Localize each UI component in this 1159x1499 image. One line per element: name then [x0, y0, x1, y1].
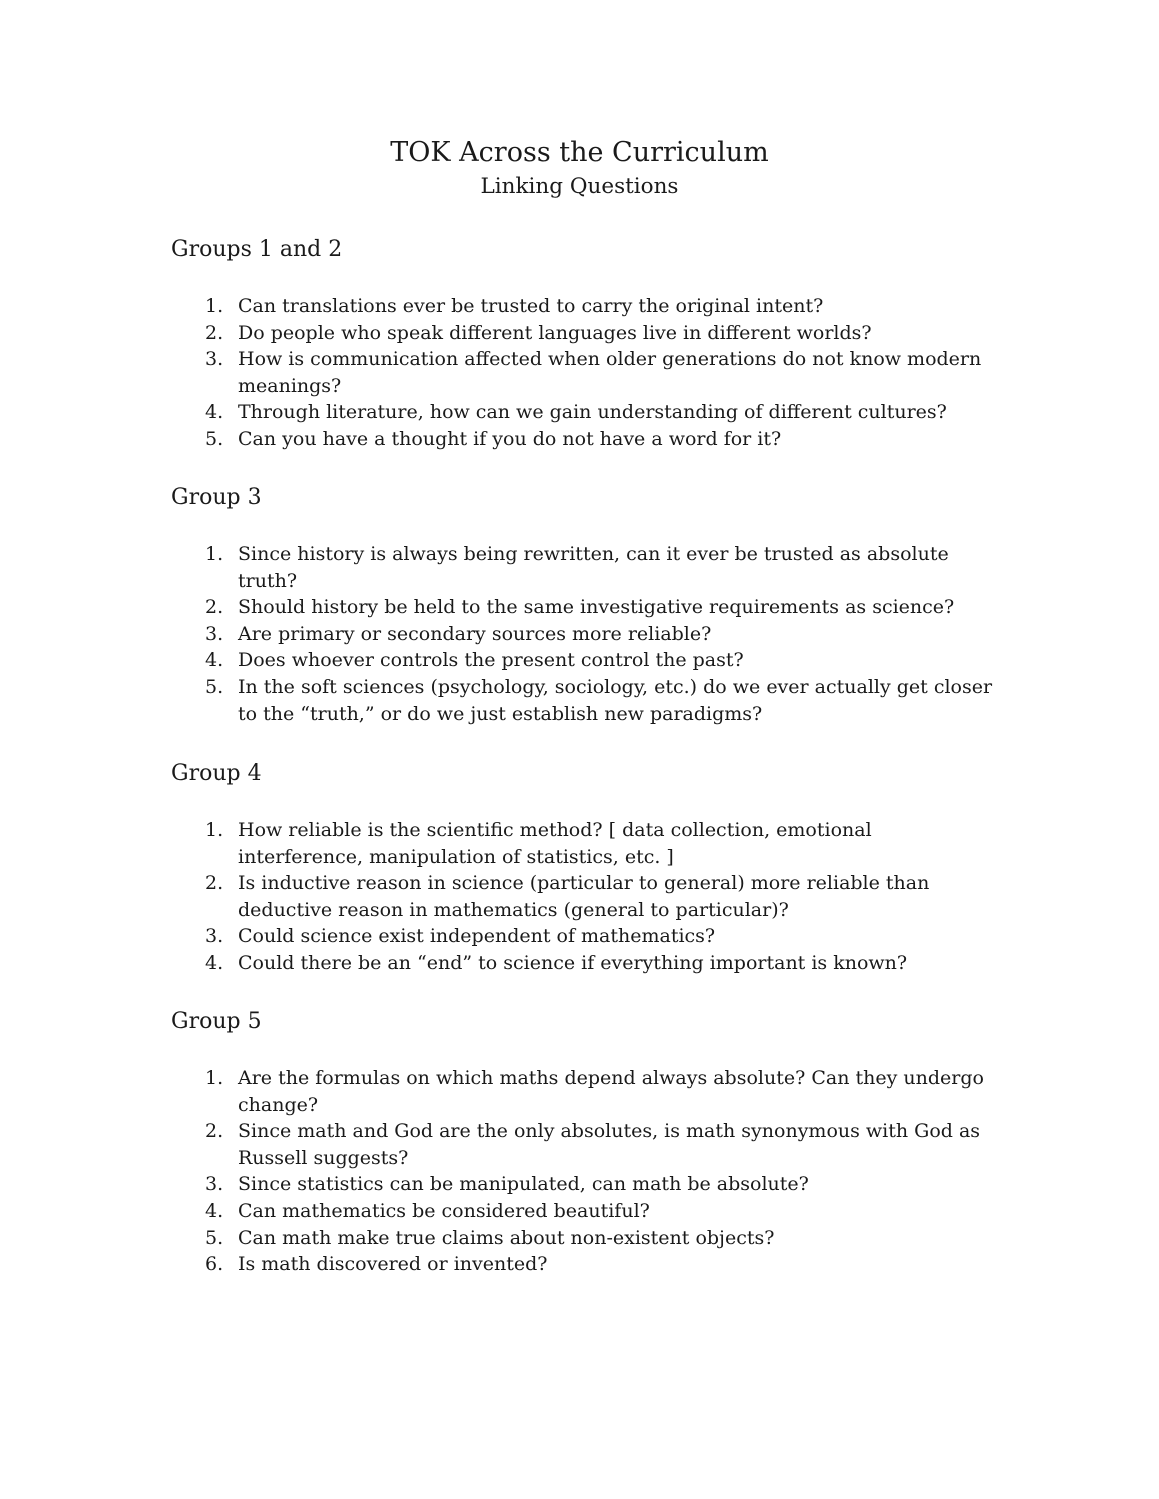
list-item: [171, 923, 998, 950]
list-item: [171, 1251, 998, 1278]
document-subtitle: Linking Questions: [480, 174, 679, 199]
section-heading: Group 4: [171, 761, 262, 786]
list-item: [171, 1118, 998, 1171]
list-number: 1.: [205, 543, 224, 565]
list-item: [171, 870, 998, 923]
question-text: Is math discovered or invented?: [238, 1253, 548, 1276]
list-item: [171, 1198, 998, 1225]
question-text: Can math make true claims about non-existent objects?: [238, 1226, 775, 1249]
list-number: 5.: [205, 675, 224, 698]
question-text: How is communication affected when older generations do not know modern meanings?: [238, 348, 982, 397]
list-number: 6.: [205, 1253, 224, 1276]
question-list: [171, 1065, 1001, 1278]
section-groups-1-and-2: [171, 235, 1001, 450]
question-text: Does whoever controls the present control the past?: [238, 649, 744, 672]
list-number: 3.: [205, 622, 224, 645]
section-heading: Group 5: [171, 1009, 262, 1034]
question-text: Do people who speak different languages live in different worlds?: [238, 321, 872, 344]
list-number: 3.: [205, 348, 224, 371]
section-group-5: [171, 1007, 1001, 1276]
question-list: [171, 293, 1001, 453]
list-item: [171, 293, 998, 320]
list-item: [171, 817, 998, 870]
question-text: Could there be an “end” to science if everything important is known?: [238, 951, 908, 974]
section-group-3: [171, 483, 1001, 725]
list-item: [171, 1171, 998, 1198]
list-number: 4.: [205, 951, 224, 974]
question-list: [171, 817, 1001, 977]
section-heading: Groups 1 and 2: [171, 237, 343, 262]
list-number: 1.: [205, 1067, 224, 1089]
section-group-4: [171, 759, 1001, 974]
list-number: 3.: [205, 1173, 224, 1196]
question-text: Are primary or secondary sources more reliable?: [238, 622, 712, 645]
list-number: 2.: [205, 321, 224, 344]
question-text: Should history be held to the same investigative requirements as science?: [238, 596, 955, 619]
list-item: [171, 674, 998, 727]
question-text: Could science exist independent of mathematics?: [238, 925, 716, 948]
list-number: 2.: [205, 872, 224, 895]
list-item: [171, 647, 998, 674]
list-item: [171, 1065, 998, 1118]
question-text: Can you have a thought if you do not have a word for it?: [238, 427, 782, 450]
list-number: 4.: [205, 649, 224, 672]
list-number: 2.: [205, 596, 224, 619]
list-item: [171, 346, 998, 399]
section-heading: Group 3: [171, 485, 262, 510]
list-item: [171, 399, 998, 426]
question-text: Through literature, how can we gain understanding of different cultures?: [238, 401, 947, 424]
question-list: [171, 541, 1001, 727]
list-number: 1.: [205, 819, 224, 841]
list-item: [171, 1225, 998, 1252]
list-number: 5.: [205, 1226, 224, 1249]
list-item: [171, 320, 998, 347]
question-text: Can translations ever be trusted to carry the original intent?: [238, 295, 824, 317]
list-item: [171, 594, 998, 621]
list-number: 2.: [205, 1120, 224, 1143]
question-text: Is inductive reason in science (particular to general) more reliable than deductive reason in mathematics (general to particular)?: [238, 872, 930, 921]
question-text: Since statistics can be manipulated, can math be absolute?: [238, 1173, 809, 1196]
list-number: 4.: [205, 1199, 224, 1222]
list-item: [171, 426, 998, 453]
question-text: How reliable is the scientific method? [ data collection, emotional interference, manipulation of statistics, etc. ]: [238, 819, 872, 868]
question-text: In the soft sciences (psychology, sociology, etc.) do we ever actually get closer to the “truth,” or do we just establish new paradigms?: [238, 675, 993, 725]
question-text: Since math and God are the only absolutes, is math synonymous with God as Russell suggests?: [238, 1120, 981, 1169]
list-number: 3.: [205, 925, 224, 948]
list-item: [171, 541, 998, 594]
list-item: [171, 621, 998, 648]
list-number: 4.: [205, 401, 224, 424]
document-title: TOK Across the Curriculum: [390, 137, 769, 168]
list-number: 5.: [205, 427, 224, 450]
list-item: [171, 950, 998, 977]
question-text: Are the formulas on which maths depend always absolute? Can they undergo change?: [238, 1067, 984, 1116]
list-number: 1.: [205, 295, 224, 317]
question-text: Can mathematics be considered beautiful?: [238, 1199, 650, 1222]
question-text: Since history is always being rewritten, can it ever be trusted as absolute truth?: [238, 543, 949, 592]
